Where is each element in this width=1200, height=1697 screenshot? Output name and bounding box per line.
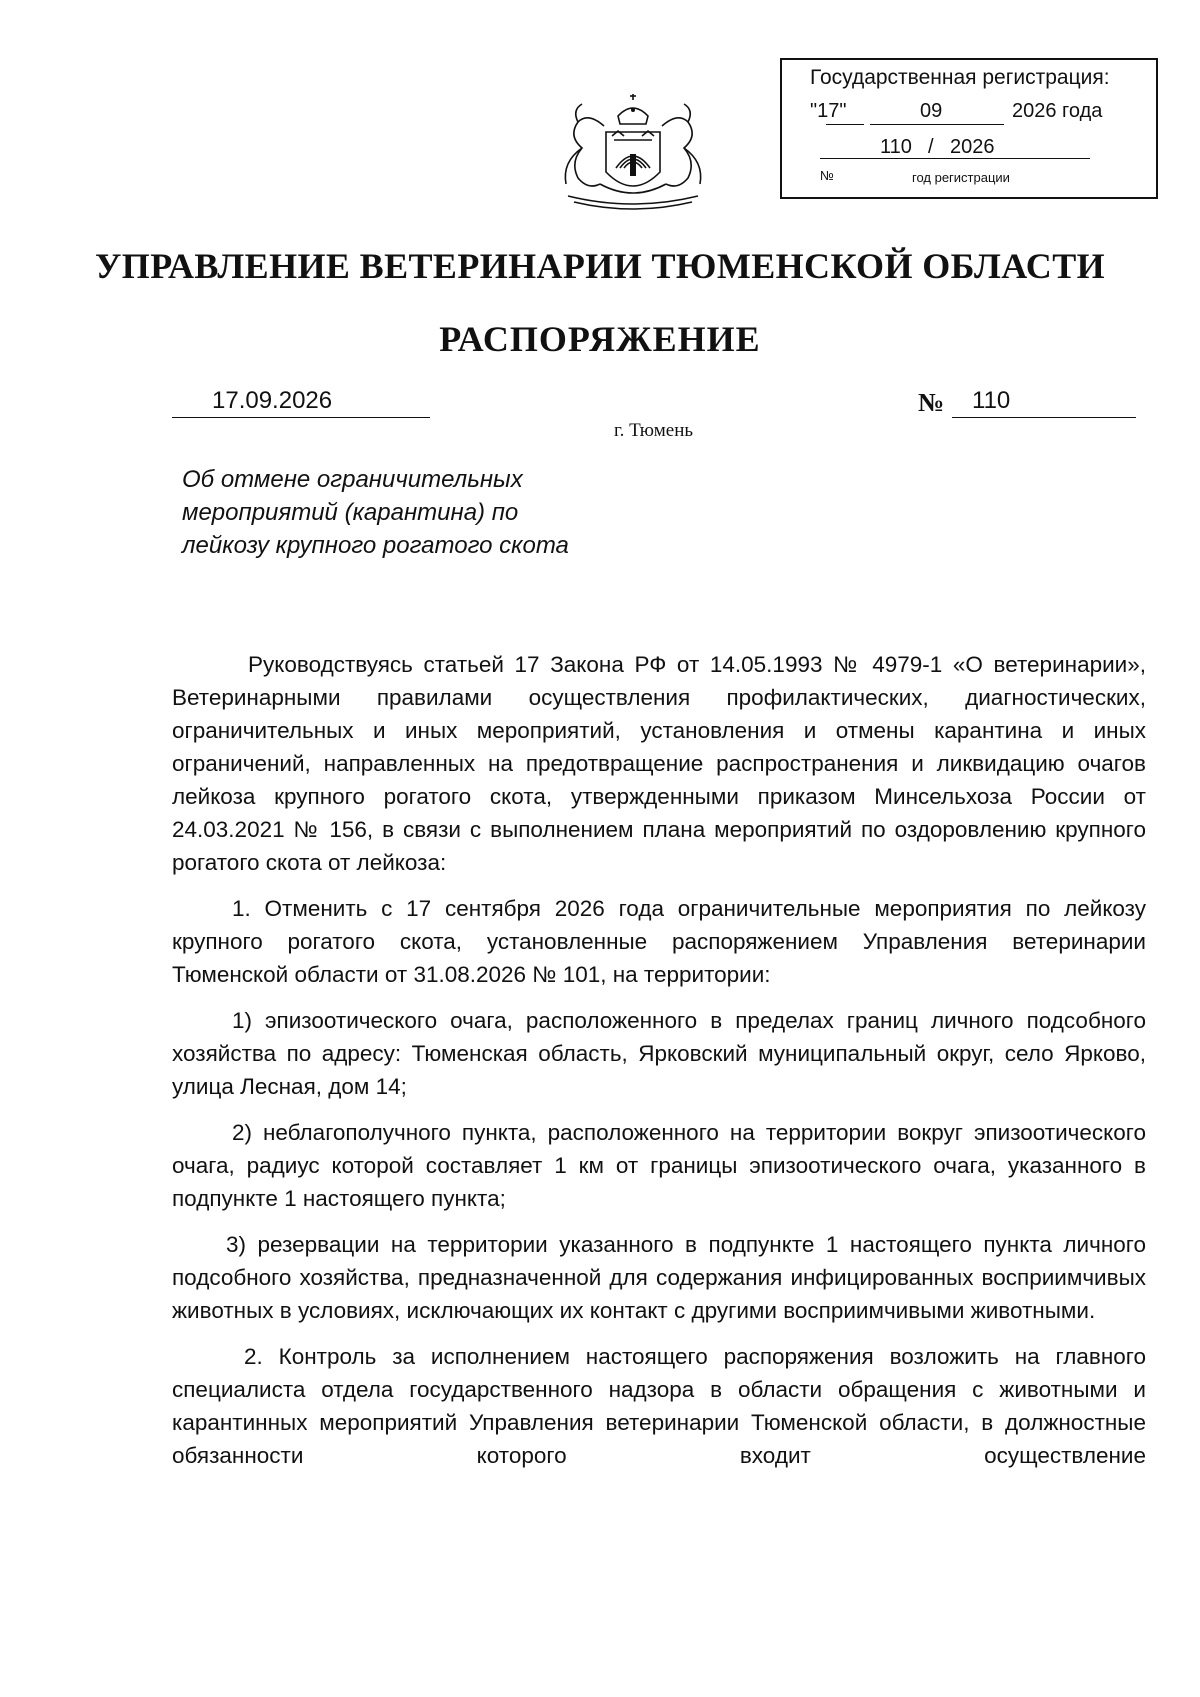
subject-line-3: лейкозу крупного рогатого скота bbox=[182, 532, 569, 559]
registration-number: 110 bbox=[880, 136, 912, 158]
document-type-title: РАСПОРЯЖЕНИЕ bbox=[439, 319, 761, 359]
city-label: г. Тюмень bbox=[614, 420, 694, 441]
registration-slash: / bbox=[928, 136, 934, 158]
subject-line-1: Об отмене ограничительных bbox=[182, 466, 523, 493]
subitem-3-paragraph: 3) резервации на территории указанного в подпункте 1 настоящего пункта личного подсобного хозяйства, предназначенной для содержания инфицированных восприимчивых животных в условиях, исключающих их контакт с другими восприимчивыми животными. bbox=[172, 1232, 1146, 1323]
subject-line-2: мероприятий (карантина) по bbox=[182, 499, 519, 526]
registration-reg-year: 2026 bbox=[950, 136, 995, 158]
document-number: 110 bbox=[972, 387, 1011, 414]
document-date-field bbox=[172, 387, 430, 418]
document-subject bbox=[182, 463, 622, 562]
month-underline bbox=[870, 124, 1004, 125]
document-number-field bbox=[952, 387, 1136, 418]
item-1-paragraph: 1. Отменить с 17 сентября 2026 года ограничительные мероприятия по лейкозу крупного рогатого скота, установленные распоряжением Управления ветеринарии Тюменской области от 31.08.2026 № 101, на территории: bbox=[172, 896, 1146, 987]
registration-year: 2026 года bbox=[1012, 100, 1103, 122]
day-underline bbox=[826, 124, 864, 125]
registration-stamp bbox=[780, 58, 1158, 199]
number-sign: № bbox=[918, 388, 945, 417]
registration-year-label: год регистрации bbox=[912, 170, 1010, 185]
subitem-1-paragraph: 1) эпизоотического очага, расположенного в пределах границ личного подсобного хозяйства по адресу: Тюменская область, Ярковский муниципальный округ, село Ярково, улица Лесная, дом 14; bbox=[172, 1008, 1146, 1099]
agency-title: УПРАВЛЕНИЕ ВЕТЕРИНАРИИ ТЮМЕНСКОЙ ОБЛАСТИ bbox=[94, 246, 1106, 286]
registration-no-label: № bbox=[820, 168, 834, 183]
registration-title: Государственная регистрация: bbox=[810, 66, 1110, 89]
coat-of-arms-emblem bbox=[548, 92, 718, 212]
registration-day: "17" bbox=[810, 100, 847, 122]
subitem-2-paragraph: 2) неблагополучного пункта, расположенного на территории вокруг эпизоотического очага, радиус которой составляет 1 км от границы эпизоотического очага, указанного в подпункте 1 настоящего пункта; bbox=[172, 1120, 1146, 1211]
document-date: 17.09.2026 bbox=[212, 387, 333, 414]
registration-month: 09 bbox=[920, 100, 943, 122]
preamble-paragraph: Руководствуясь статьей 17 Закона РФ от 14.05.1993 № 4979-1 «О ветеринарии», Ветеринарными правилами осуществления профилактических, диагностических, ограничительных и иных мероприятий, установления и отмены карантина и иных ограничений, направленных на предотвращение распространения и ликвидацию очагов лейкоза крупного рогатого скота, утвержденными приказом Минсельхоза России от 24.03.2021 № 156, в связи с выполнением плана мероприятий по оздоровлению крупного рогатого скота от лейкоза: bbox=[172, 652, 1146, 875]
document-body bbox=[172, 648, 1146, 1472]
item-2-paragraph: 2. Контроль за исполнением настоящего распоряжения возложить на главного специалиста отдела государственного надзора в области обращения с животными и карантинных мероприятий Управления ветеринарии Тюменской области, в должностные обязанности которого входит осуществление bbox=[172, 1344, 1146, 1468]
